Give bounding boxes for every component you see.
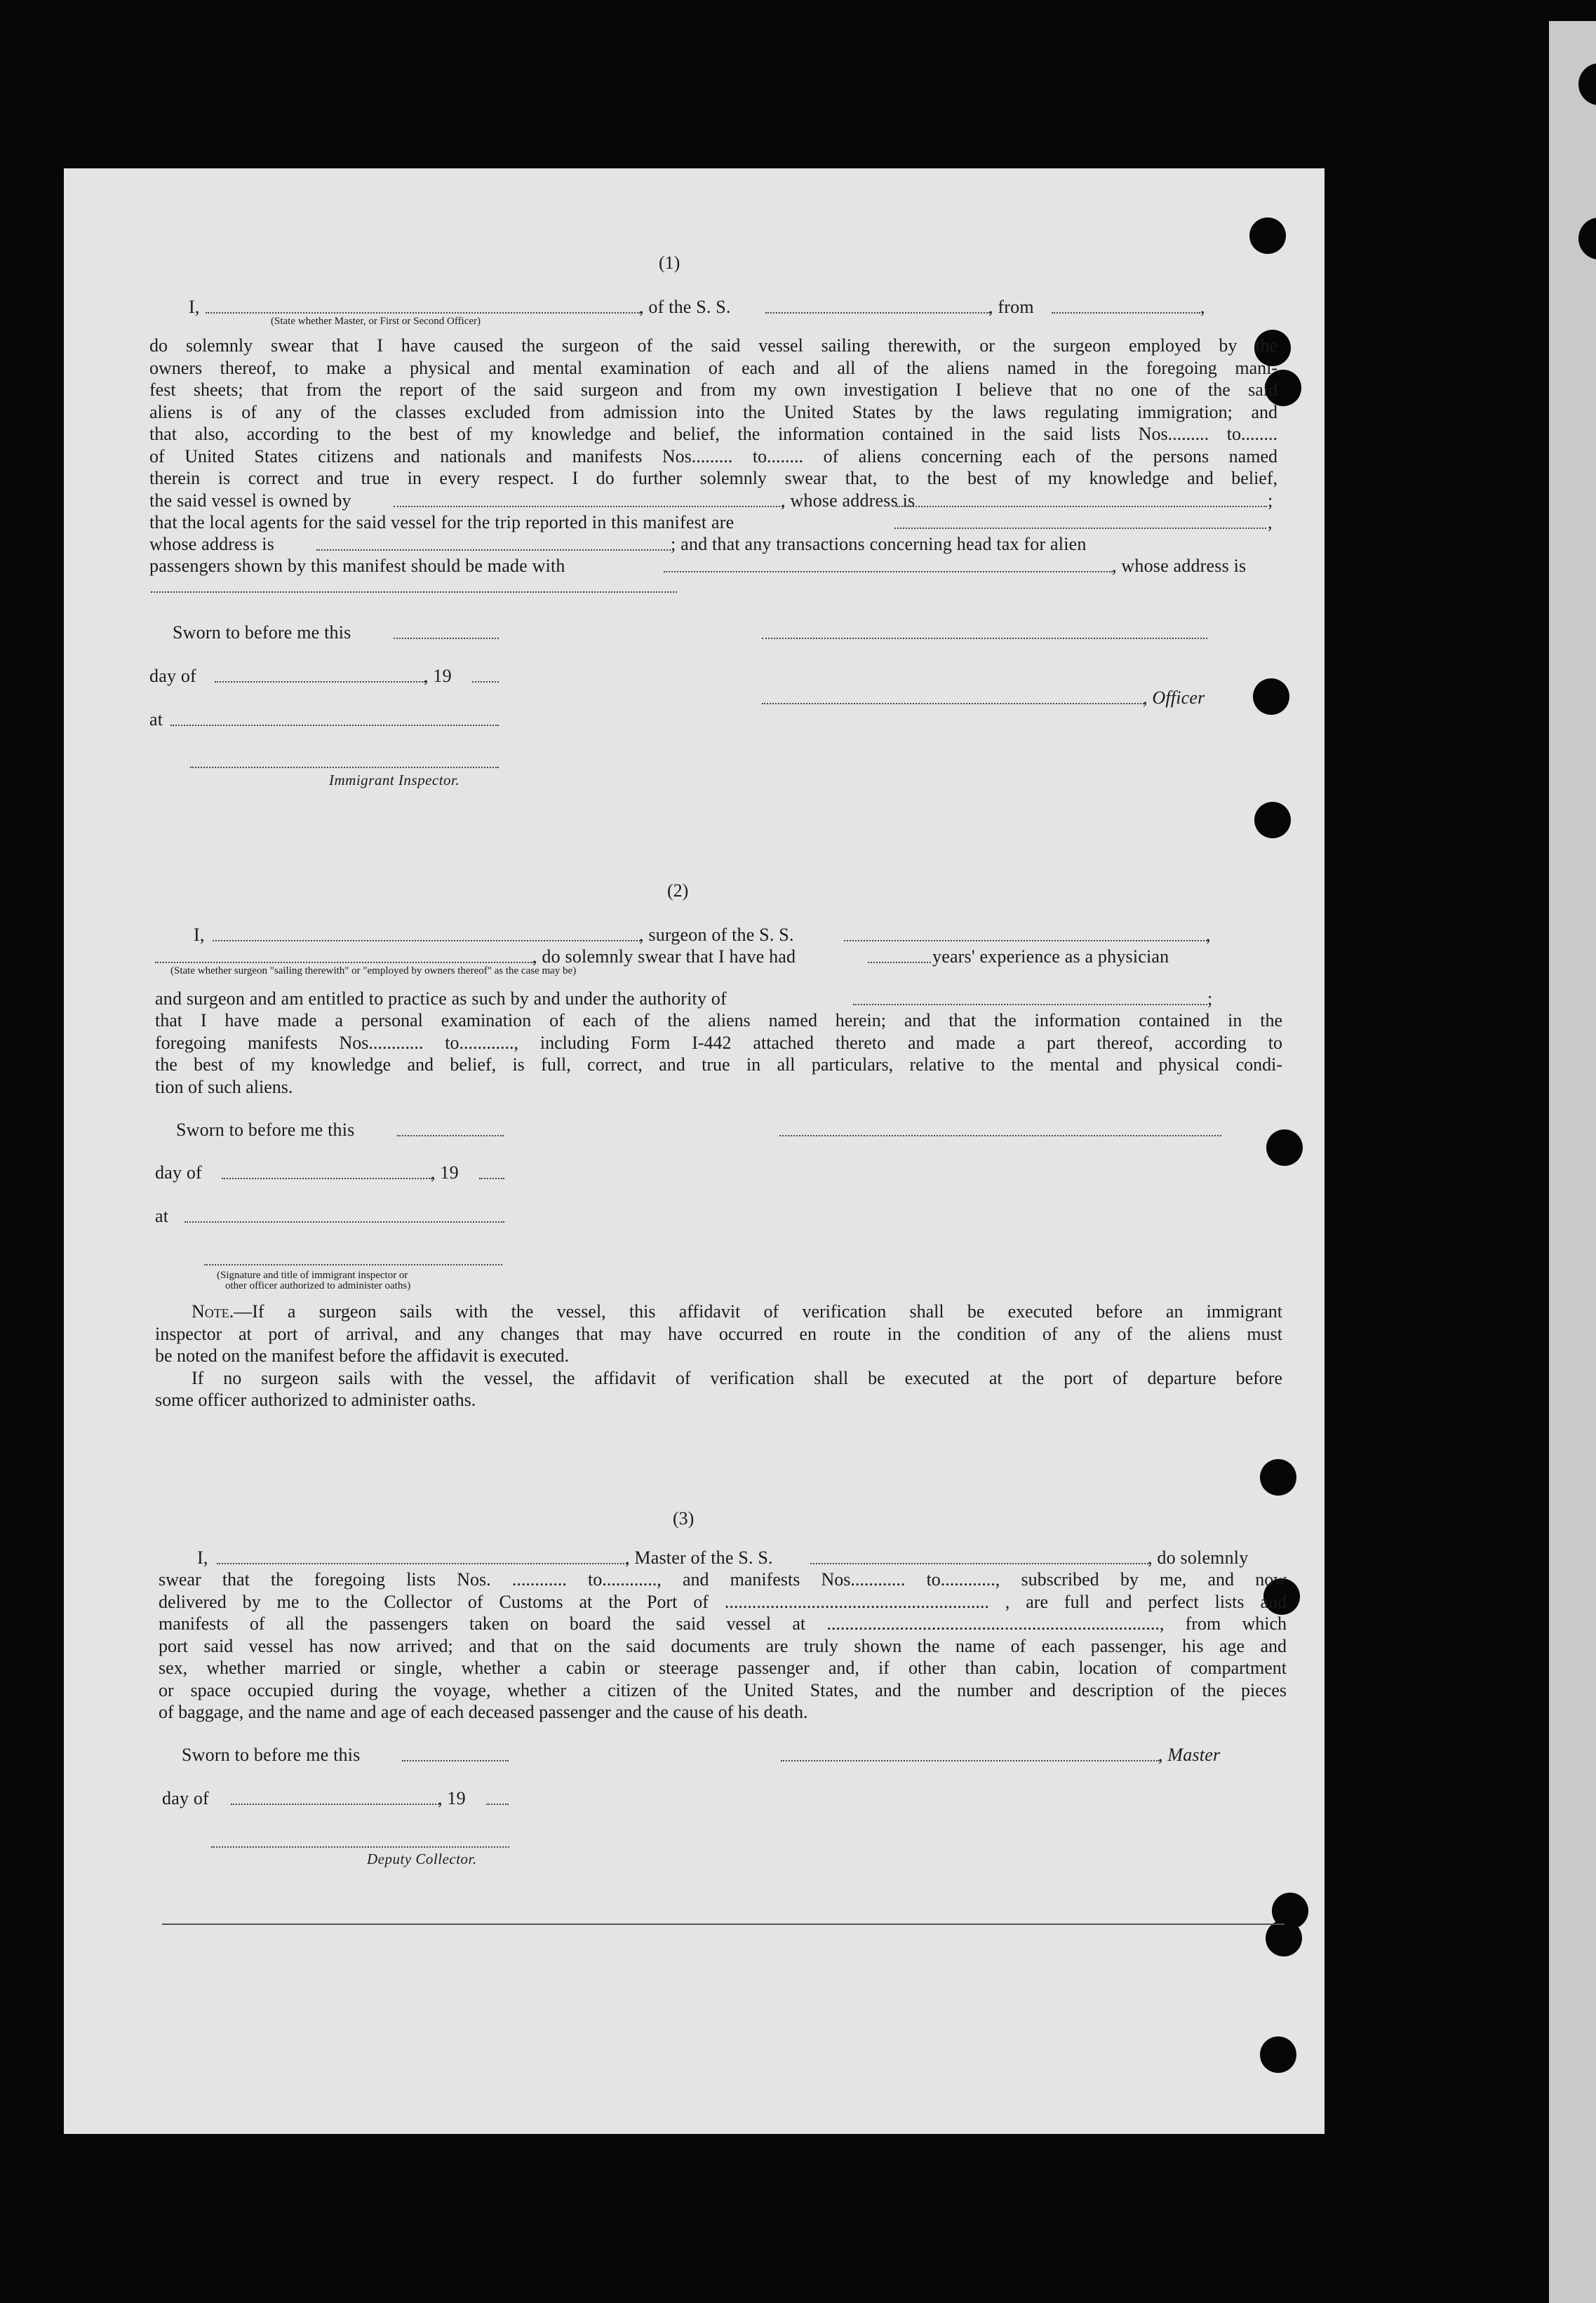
text: , Master of the S. S. — [625, 1547, 773, 1568]
blank-head-tax — [664, 571, 1113, 572]
blank-surgeon-status — [155, 962, 534, 963]
paragraph-line: If no surgeon sails with the vessel, the affidavit of verification shall be executed at the port of departure before — [192, 1367, 1282, 1388]
blank-owner-address — [897, 506, 1267, 507]
text: ; — [1268, 490, 1273, 511]
text: I, — [189, 297, 200, 317]
master-label: , Master — [1158, 1745, 1221, 1765]
blank-year — [479, 1178, 504, 1179]
paragraph-line: foregoing manifests Nos............ to............, including Form I-442 attached thereto and made a part thereof, according to — [155, 1032, 1282, 1053]
punch-hole — [1266, 1920, 1302, 1956]
text: Sworn to before me this — [173, 622, 351, 643]
bottom-rule — [162, 1923, 1285, 1925]
blank-sworn-day — [402, 1760, 509, 1761]
punch-hole — [1260, 2036, 1296, 2073]
paragraph-line: that also, according to the best of my knowledge and belief, the information contained in the said lists Nos......... to........ — [149, 424, 1278, 444]
section-number: (3) — [673, 1508, 695, 1529]
blank-collector-signature — [211, 1846, 509, 1848]
blank-year — [486, 1804, 509, 1805]
paragraph-line: the best of my knowledge and belief, is full, correct, and true in all particulars, relative to the mental and physical condi- — [155, 1054, 1282, 1075]
text: , of the S. S. — [639, 297, 731, 317]
field-caption: (State whether surgeon "sailing therewith" or "employed by owners thereof" as the case may be) — [170, 965, 577, 976]
text: , — [1206, 925, 1211, 945]
blank-master-signature — [781, 1760, 1160, 1761]
blank-authority — [853, 1004, 1207, 1005]
blank-owner — [394, 506, 783, 507]
collector-label: Deputy Collector. — [367, 1851, 477, 1867]
document-page — [64, 168, 1325, 2134]
blank-at — [170, 725, 499, 726]
text: at — [155, 1206, 169, 1226]
paragraph-line: some officer authorized to administer oaths. — [155, 1390, 476, 1410]
paragraph-line: owners thereof, to make a physical and mental examination of each and all of the aliens named in the foregoing mani- — [149, 357, 1278, 378]
text: the said vessel is owned by — [149, 490, 351, 511]
punch-hole — [1253, 678, 1289, 715]
section-number: (2) — [667, 880, 689, 901]
paragraph-line: manifests of all the passengers taken on board the said vessel at ........................................................................., from which — [159, 1613, 1287, 1634]
paragraph-line: tion of such aliens. — [155, 1076, 293, 1097]
section-number: (1) — [659, 253, 680, 273]
blank-signature — [779, 1135, 1221, 1136]
paragraph-line: of baggage, and the name and age of each deceased passenger and the cause of his death. — [159, 1702, 808, 1722]
note-line — [155, 1301, 1282, 1323]
master-paragraph — [159, 1569, 1287, 1724]
paragraph-line: swear that the foregoing lists Nos. ............ to............, and manifests Nos............ to............, subscribed by me, and now — [159, 1569, 1287, 1590]
paragraph-line: fest sheets; that from the report of the said surgeon and from my own investigation I believe that no one of the said — [149, 380, 1278, 400]
text: Sworn to before me this — [176, 1120, 355, 1140]
blank-inspector-signature — [190, 767, 499, 768]
punch-hole — [1249, 217, 1286, 254]
paragraph-line: do solemnly swear that I have caused the surgeon of the said vessel sailing therewith, or the surgeon employed by the — [149, 335, 1278, 356]
blank-surgeon-ship — [844, 940, 1207, 941]
text: , 19 — [424, 666, 452, 686]
blank-sworn-day — [394, 638, 499, 639]
paragraph-line: or space occupied during the voyage, whether a citizen of the United States, and the number and description of the pieces — [159, 1679, 1287, 1700]
blank-month — [222, 1178, 432, 1179]
officer-label: , Officer — [1143, 687, 1205, 708]
blank-master-ship — [810, 1563, 1148, 1564]
text: that the local agents for the said vessel for the trip reported in this manifest are — [149, 512, 735, 532]
text: I, — [194, 925, 205, 945]
blank-years — [868, 962, 931, 963]
text: , do solemnly swear that I have had — [532, 946, 796, 967]
blank-signature — [762, 638, 1207, 639]
surgeon-paragraph — [155, 1009, 1282, 1098]
inspector-label: Immigrant Inspector. — [329, 772, 460, 788]
text: at — [149, 709, 163, 730]
field-caption: (Signature and title of immigrant inspector or — [217, 1270, 408, 1281]
text: and surgeon and am entitled to practice as such by and under the authority of — [155, 988, 727, 1009]
text: , whose address is — [781, 490, 916, 511]
paragraph-line: aliens is of any of the classes excluded from admission into the United States by the laws regulating immigration; and — [149, 401, 1278, 422]
adjacent-page-edge — [1549, 21, 1596, 2303]
paragraph-line: inspector at port of arrival, and any changes that may have occurred en route in the condition of any of the aliens must — [155, 1323, 1282, 1344]
note-paragraph — [155, 1301, 1282, 1411]
blank-year — [472, 681, 499, 683]
text: , whose address is — [1112, 556, 1247, 576]
blank-signature-title — [204, 1264, 502, 1265]
blank-surgeon — [213, 940, 641, 941]
text: , — [1200, 297, 1205, 317]
paragraph-line: sex, whether married or single, whether a cabin or steerage passenger and, if other than cabin, location of compartment — [159, 1658, 1287, 1678]
text: , surgeon of the S. S. — [639, 925, 794, 945]
text: —If a surgeon sails with the vessel, this affidavit of verification shall be executed before an immigrant — [234, 1301, 1282, 1322]
text: I, — [197, 1547, 208, 1568]
blank-officer — [206, 312, 641, 314]
oath-paragraph — [149, 335, 1278, 490]
paragraph-line: port said vessel has now arrived; and that on the said documents are truly shown the name of each passenger, his age and — [159, 1635, 1287, 1656]
note-label: Note. — [192, 1301, 234, 1322]
text: day of — [155, 1162, 202, 1183]
text: ; and that any transactions concerning head tax for alien — [671, 534, 1087, 554]
blank-month — [231, 1804, 439, 1805]
blank-ship — [765, 312, 990, 314]
text: , 19 — [438, 1788, 466, 1808]
text: , 19 — [431, 1162, 459, 1183]
field-caption: other officer authorized to administer oaths) — [225, 1280, 411, 1291]
paragraph-line: be noted on the manifest before the affidavit is executed. — [155, 1345, 570, 1366]
paragraph-line: delivered by me to the Collector of Customs at the Port of .......................................................... , are full and perfect lists and — [159, 1591, 1287, 1612]
text: , do solemnly — [1148, 1547, 1249, 1568]
blank-at — [185, 1221, 504, 1223]
text: day of — [162, 1788, 209, 1808]
officer-line — [189, 296, 200, 318]
blank-head-tax-address — [151, 591, 677, 593]
text: whose address is — [149, 534, 274, 554]
blank-agents-address — [316, 549, 671, 551]
blank-master — [217, 1563, 627, 1564]
punch-hole — [1266, 1129, 1303, 1166]
blank-officer-signature — [762, 703, 1144, 704]
text: Sworn to before me this — [182, 1745, 361, 1765]
field-caption: (State whether Master, or First or Second Officer) — [271, 316, 481, 327]
text: day of — [149, 666, 196, 686]
blank-sworn-day — [397, 1135, 504, 1136]
blank-month — [215, 681, 425, 683]
paragraph-line: of United States citizens and nationals and manifests Nos......... to........ of aliens concerning each of the persons named — [149, 445, 1278, 466]
paragraph-line: therein is correct and true in every respect. I do further solemnly swear that, to the best of my knowledge and belief, — [149, 468, 1278, 488]
text: , from — [988, 297, 1034, 317]
paragraph-line: that I have made a personal examination of each of the aliens named herein; and that the information contained in the — [155, 1010, 1282, 1030]
text: ; — [1207, 988, 1213, 1009]
text: passengers shown by this manifest should be made with — [149, 556, 565, 576]
text: , — [1268, 512, 1273, 532]
text: years' experience as a physician — [932, 946, 1169, 967]
punch-hole — [1260, 1459, 1296, 1496]
blank-agents — [894, 528, 1266, 529]
punch-hole — [1254, 802, 1291, 838]
blank-from — [1052, 312, 1200, 314]
